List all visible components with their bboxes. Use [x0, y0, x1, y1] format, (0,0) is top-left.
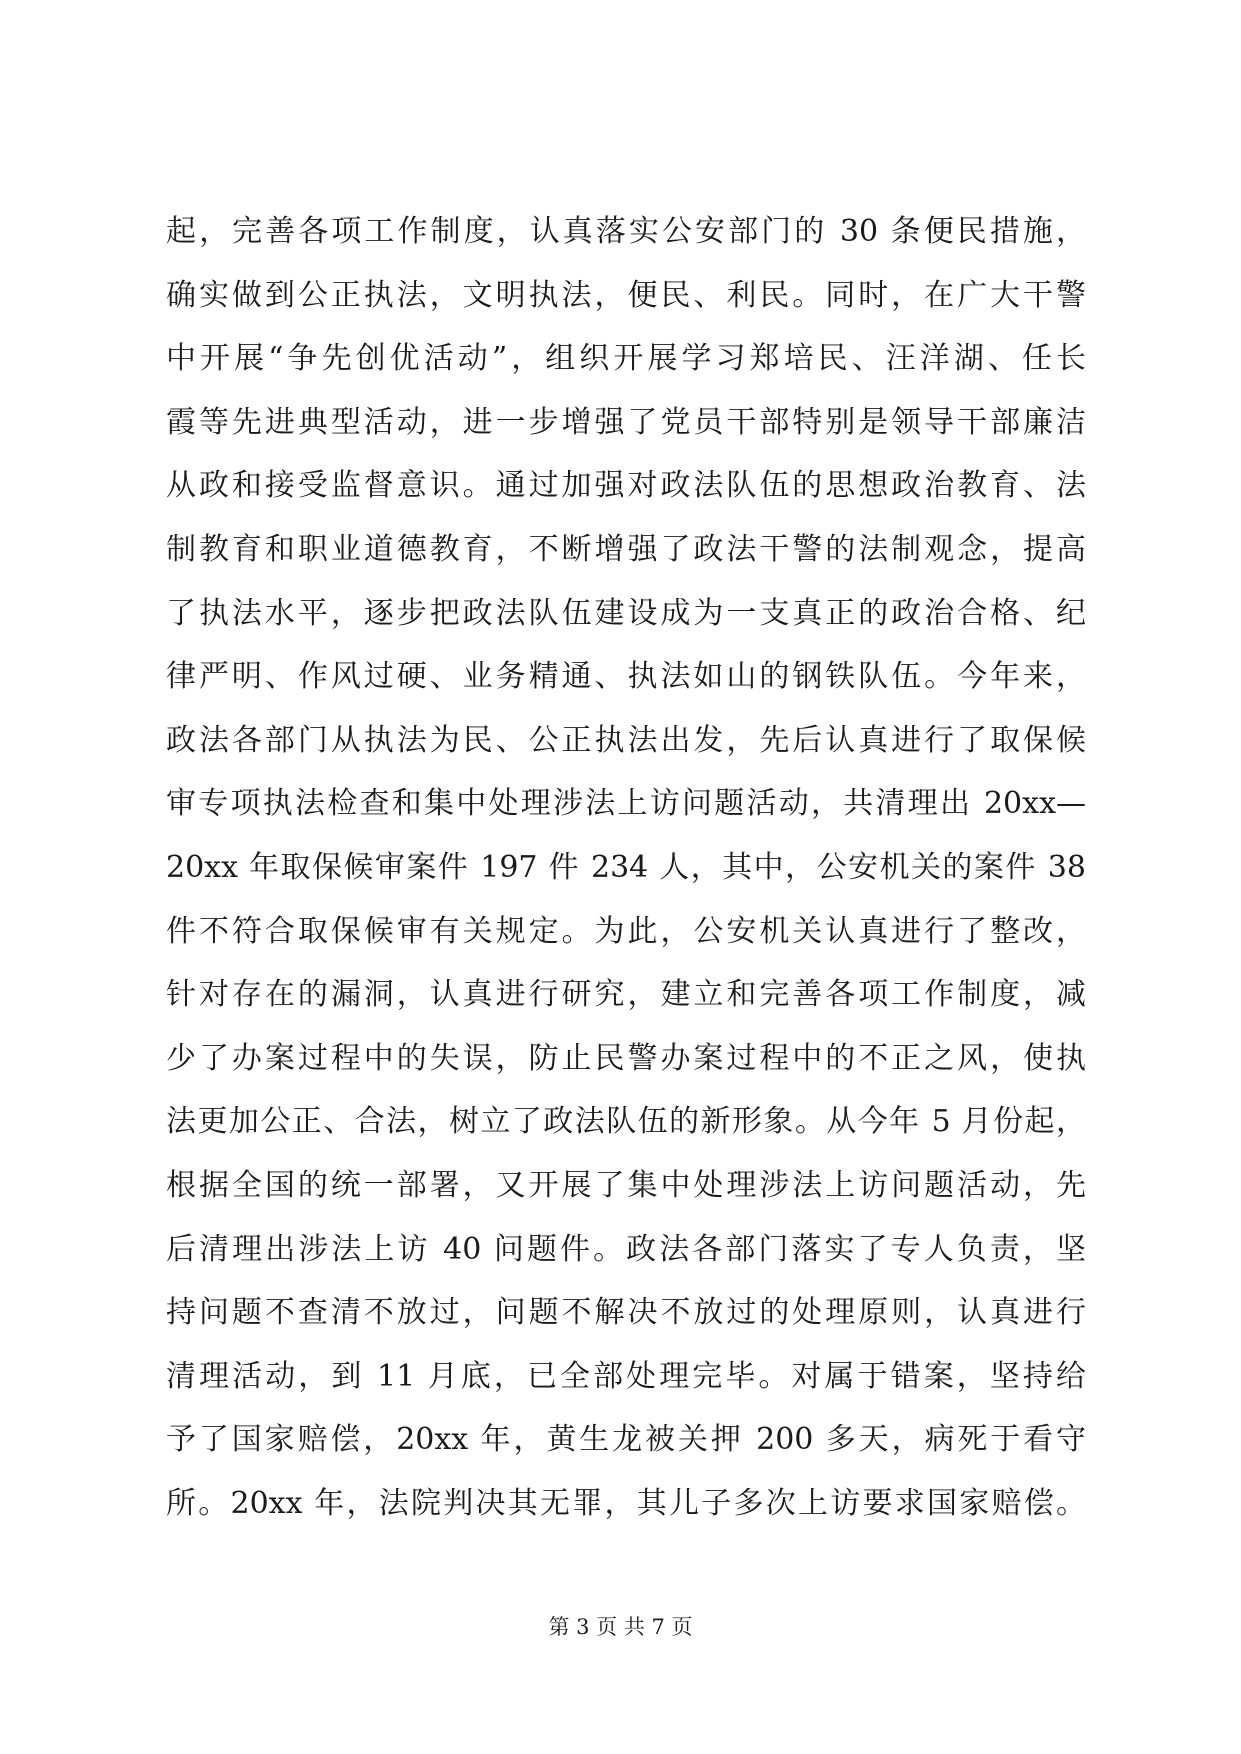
text-line: 起，完善各项工作制度，认真落实公安部门的 30 条便民措施，: [166, 214, 1086, 249]
page-number: 第 3 页 共 7 页: [548, 1615, 693, 1639]
text-line: 律严明、作风过硬、业务精通、执法如山的钢铁队伍。今年来，: [166, 659, 1086, 695]
text-line: 政法各部门从执法为民、公正执法出发，先后认真进行了取保候: [166, 722, 1086, 758]
text-line: 予了国家赔偿，20xx 年，黄生龙被关押 200 多天，病死于看守: [166, 1422, 1086, 1458]
text-line: 少了办案过程中的失误，防止民警办案过程中的不正之风，使执: [166, 1040, 1086, 1076]
text-line: 审专项执法检查和集中处理涉法上访问题活动，共清理出 20xx—: [166, 786, 1086, 822]
text-line: 确实做到公正执法，文明执法，便民、利民。同时，在广大干警: [166, 277, 1086, 313]
text-line: 中开展“争先创优活动”，组织开展学习郑培民、汪洋湖、任长: [166, 341, 1086, 377]
text-line: 霞等先进典型活动，进一步增强了党员干部特别是领导干部廉洁: [166, 404, 1086, 440]
text-line: 后清理出涉法上访 40 问题件。政法各部门落实了专人负责，坚: [166, 1231, 1086, 1267]
text-line: 针对存在的漏洞，认真进行研究，建立和完善各项工作制度，减: [166, 977, 1086, 1013]
text-line: 法更加公正、合法，树立了政法队伍的新形象。从今年 5 月份起，: [166, 1104, 1086, 1140]
text-line: 持问题不查清不放过，问题不解决不放过的处理原则，认真进行: [166, 1295, 1086, 1331]
text-line: 件不符合取保候审有关规定。为此，公安机关认真进行了整改，: [166, 913, 1086, 949]
text-line: 清理活动，到 11 月底，已全部处理完毕。对属于错案，坚持给: [166, 1358, 1086, 1394]
body-paragraph: [166, 200, 1086, 1535]
text-line: 根据全国的统一部署，又开展了集中处理涉法上访问题活动，先: [166, 1167, 1086, 1203]
text-line: 20xx 年取保候审案件 197 件 234 人，其中，公安机关的案件 38: [166, 849, 1086, 885]
text-line: 所。20xx 年，法院判决其无罪，其儿子多次上访要求国家赔偿。: [166, 1485, 1086, 1521]
text-line: 从政和接受监督意识。通过加强对政法队伍的思想政治教育、法: [166, 468, 1086, 504]
text-line: 制教育和职业道德教育，不断增强了政法干警的法制观念，提高: [166, 531, 1086, 567]
text-line: 了执法水平，逐步把政法队伍建设成为一支真正的政治合格、纪: [166, 595, 1086, 631]
page-footer: [0, 1612, 1241, 1642]
